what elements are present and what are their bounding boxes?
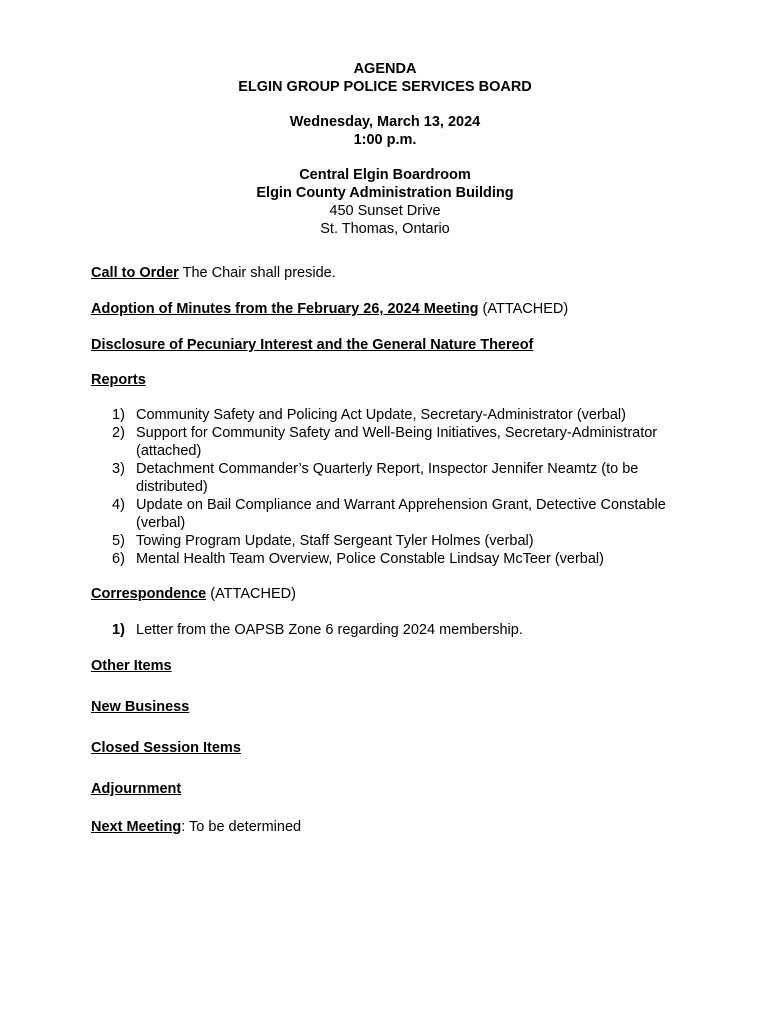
meeting-venue: Central Elgin Boardroom (299, 167, 471, 183)
item-number: 3) (112, 461, 125, 477)
reports-heading: Reports (91, 372, 146, 388)
correspondence-heading: Correspondence (91, 586, 207, 602)
next-meeting-heading: Next Meeting (91, 819, 182, 835)
correspondence-section (91, 585, 691, 603)
other-items-heading: Other Items (91, 658, 172, 674)
minutes-heading: Adoption of Minutes from the February 26, 2024 Meeting (91, 301, 479, 317)
agenda-body (91, 264, 691, 836)
meeting-time: 1:00 p.m. (353, 132, 417, 148)
correspondence-text: (ATTACHED) (206, 586, 296, 602)
new-business-heading: New Business (91, 699, 190, 715)
agenda-title: AGENDA (353, 61, 417, 77)
item-number: 6) (112, 551, 125, 567)
next-meeting-text: : To be determined (181, 819, 302, 835)
item-text: Mental Health Team Overview, Police Constable Lindsay McTeer (verbal) (136, 551, 604, 567)
item-text: Letter from the OAPSB Zone 6 regarding 2024 membership. (136, 622, 523, 638)
new-business-section (91, 698, 691, 716)
meeting-address: 450 Sunset Drive (329, 203, 441, 219)
list-item (91, 496, 691, 532)
call-to-order-text: The Chair shall preside. (178, 265, 336, 281)
item-number: 1) (112, 622, 125, 638)
minutes-section (91, 300, 691, 318)
next-meeting-section (91, 818, 691, 836)
board-name: ELGIN GROUP POLICE SERVICES BOARD (238, 79, 532, 95)
item-number: 5) (112, 533, 125, 549)
meeting-date: Wednesday, March 13, 2024 (289, 114, 481, 130)
correspondence-list (91, 621, 691, 639)
reports-list (91, 406, 691, 568)
list-item (91, 621, 691, 639)
agenda-header (0, 60, 770, 238)
list-item (91, 424, 691, 460)
call-to-order-heading: Call to Order (91, 265, 179, 281)
reports-section (91, 371, 691, 389)
minutes-text: (ATTACHED) (478, 301, 569, 317)
list-item (91, 532, 691, 550)
item-text: Towing Program Update, Staff Sergeant Tyler Holmes (verbal) (136, 533, 534, 549)
disclosure-section (91, 336, 691, 354)
list-item (91, 406, 691, 424)
other-items-section (91, 657, 691, 675)
disclosure-heading: Disclosure of Pecuniary Interest and the General Nature Thereof (91, 337, 534, 353)
call-to-order-section (91, 264, 691, 282)
meeting-building: Elgin County Administration Building (256, 185, 514, 201)
item-number: 1) (112, 407, 125, 423)
item-text: Detachment Commander’s Quarterly Report, Inspector Jennifer Neamtz (to be distributed) (136, 461, 639, 495)
adjournment-section (91, 780, 691, 798)
closed-session-heading: Closed Session Items (91, 740, 241, 756)
item-number: 4) (112, 497, 125, 513)
item-text: Update on Bail Compliance and Warrant Apprehension Grant, Detective Constable (verbal) (136, 497, 666, 531)
item-text: Support for Community Safety and Well-Being Initiatives, Secretary-Administrator (attached) (136, 425, 658, 459)
meeting-city: St. Thomas, Ontario (320, 221, 450, 237)
list-item (91, 460, 691, 496)
closed-session-section (91, 739, 691, 757)
adjournment-heading: Adjournment (91, 781, 182, 797)
item-number: 2) (112, 425, 125, 441)
list-item (91, 550, 691, 568)
item-text: Community Safety and Policing Act Update, Secretary-Administrator (verbal) (136, 407, 626, 423)
